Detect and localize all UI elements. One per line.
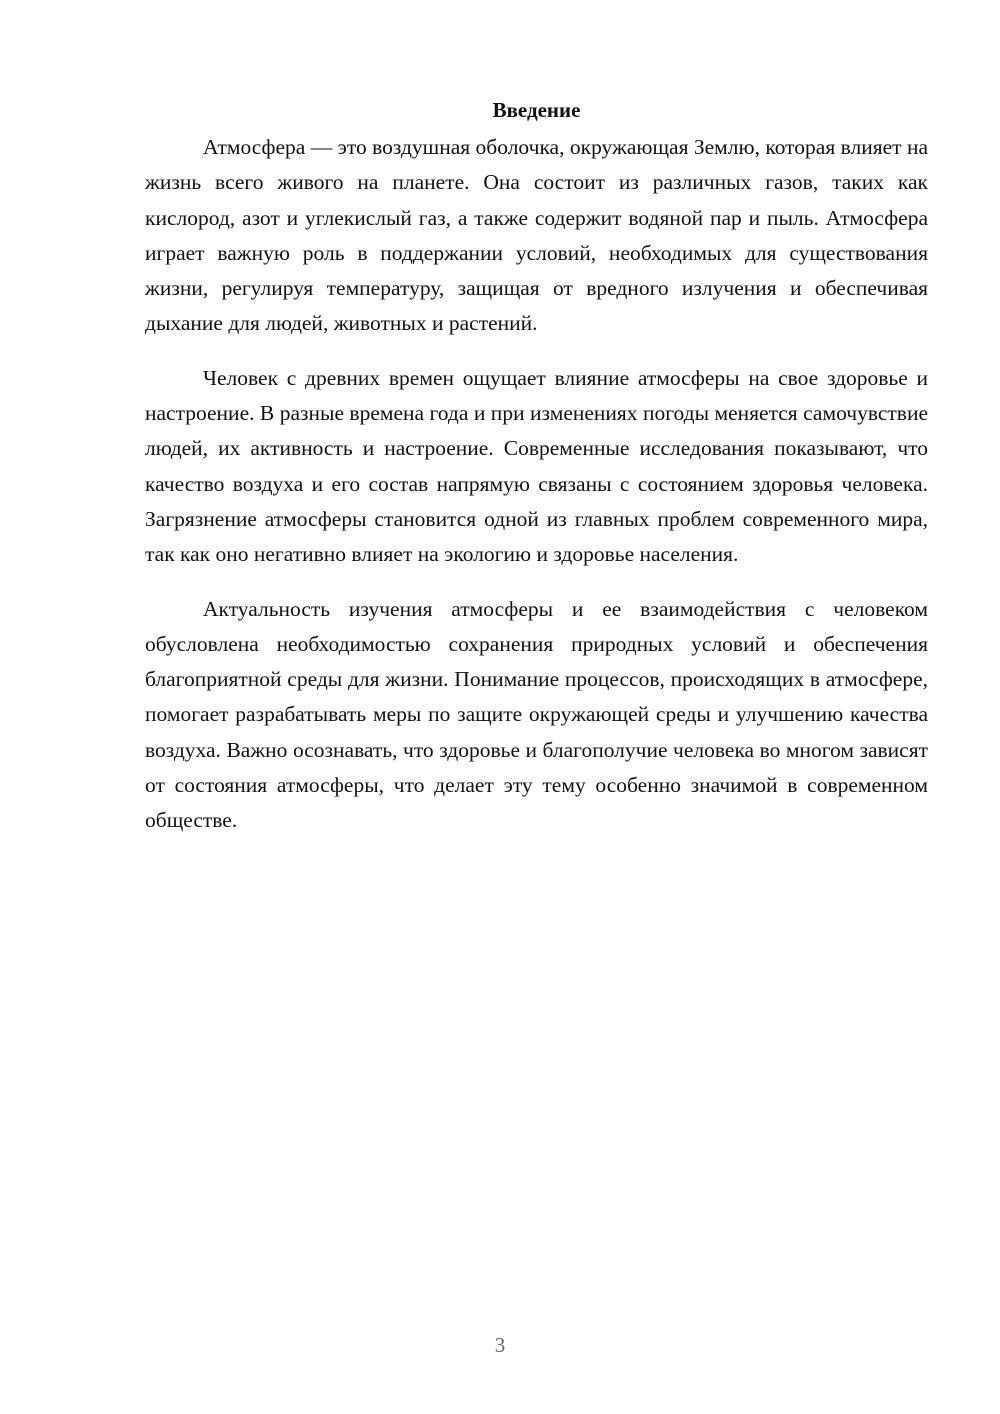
paragraph-2: Человек с древних времен ощущает влияние атмосферы на свое здоровье и настроение. В разные времена года и при изменениях погоды меняется самочувствие людей, их активность и настроение. Современные исследования показывают, что качество воздуха и его состав напрямую связаны с состоянием здоровья человека. Загрязнение атмосферы становится одной из главных проблем современного мира, так как оно негативно влияет на экологию и здоровье населения. [145, 365, 928, 567]
page-number: 3 [494, 1333, 506, 1357]
paragraph-3: Актуальность изучения атмосферы и ее взаимодействия с человеком обусловлена необходимостью сохранения природных условий и обеспечения благоприятной среды для жизни. Понимание процессов, происходящих в атмосфере, помогает разрабатывать меры по защите окружающей среды и улучшению качества воздуха. Важно осознавать, что здоровье и благополучие человека во многом зависят от состояния атмосферы, что делает эту тему особенно значимой в современном обществе. [145, 596, 928, 833]
page-content [145, 92, 928, 858]
section-heading: Введение [492, 98, 581, 122]
paragraph-1: Атмосфера — это воздушная оболочка, окружающая Землю, которая влияет на жизнь всего живого на планете. Она состоит из различных газов, таких как кислород, азот и углекислый газ, а также содержит водяной пар и пыль. Атмосфера играет важную роль в поддержании условий, необходимых для существования жизни, регулируя температуру, защищая от вредного излучения и обеспечивая дыхание для людей, животных и растений. [145, 135, 928, 336]
